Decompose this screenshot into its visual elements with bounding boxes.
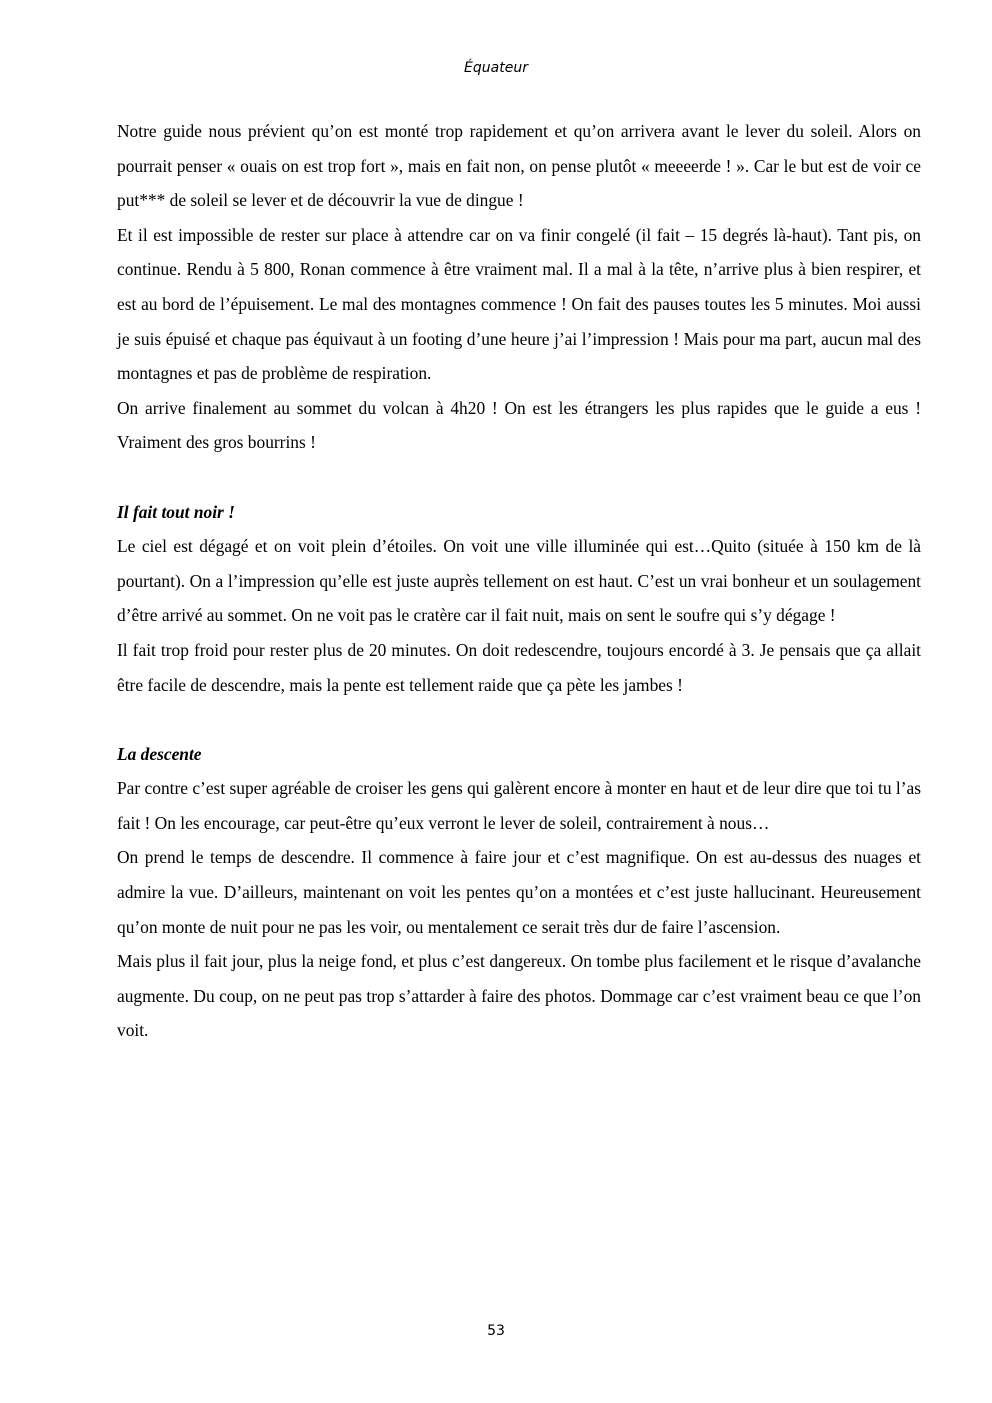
section-heading-descente: La descente <box>117 743 202 764</box>
paragraph: On arrive finalement au sommet du volcan à 4h20 ! On est les étrangers les plus rapides que le guide a eus ! Vraiment des gros bourrins ! <box>117 397 921 453</box>
page-body <box>117 114 921 1048</box>
section-spacer <box>117 702 921 737</box>
paragraph: Par contre c’est super agréable de croiser les gens qui galèrent encore à monter en haut et de leur dire que toi tu l’as fait ! On les encourage, car peut-être qu’eux verront le lever de soleil, contrairement à nous… <box>117 778 921 833</box>
paragraph: Et il est impossible de rester sur place à attendre car on va finir congelé (il fait – 15 degrés là-haut). Tant pis, on continue. Rendu à 5 800, Ronan commence à être vraiment mal. Il a mal à la tête, n’arrive plus à bien respirer, et est au bord de l’épuisement. Le mal des montagnes commence ! On fait des pauses toutes les 5 minutes. Moi aussi je suis épuisé et chaque pas équivaut à un footing d’une heure j’ai l’impression ! Mais pour ma part, aucun mal des montagnes et pas de problème de respiration. <box>117 224 921 384</box>
running-header: Équateur <box>464 60 528 76</box>
paragraph: Il fait trop froid pour rester plus de 20 minutes. On doit redescendre, toujours encordé à 3. Je pensais que ça allait être facile de descendre, mais la pente est tellement raide que ça pète les jambes ! <box>117 639 921 695</box>
paragraph: Le ciel est dégagé et on voit plein d’étoiles. On voit une ville illuminée qui est…Quito (située à 150 km de là pourtant). On a l’impression qu’elle est juste auprès tellement on est haut. C’est un vrai bonheur et un soulagement d’être arrivé au sommet. On ne voit pas le cratère car il fait nuit, mais on sent le soufre qui s’y dégage ! <box>117 536 921 626</box>
section-heading-nuit: Il fait tout noir ! <box>117 501 235 522</box>
section-spacer <box>117 460 921 495</box>
paragraph: Notre guide nous prévient qu’on est monté trop rapidement et qu’on arrivera avant le lever du soleil. Alors on pourrait penser « ouais on est trop fort », mais en fait non, on pense plutôt « meeeerde ! ». Car le but est de voir ce put*** de soleil se lever et de découvrir la vue de dingue ! <box>117 121 921 211</box>
paragraph: On prend le temps de descendre. Il commence à faire jour et c’est magnifique. On est au-dessus des nuages et admire la vue. D’ailleurs, maintenant on voit les pentes qu’on a montées et c’est juste hallucinant. Heureusement qu’on monte de nuit pour ne pas les voir, ou mentalement ce serait très dur de faire l’ascension. <box>117 847 921 937</box>
paragraph: Mais plus il fait jour, plus la neige fond, et plus c’est dangereux. On tombe plus facilement et le risque d’avalanche augmente. Du coup, on ne peut pas trop s’attarder à faire des photos. Dommage car c’est vraiment beau ce que l’on voit. <box>117 951 921 1041</box>
page-number: 53 <box>487 1323 505 1339</box>
